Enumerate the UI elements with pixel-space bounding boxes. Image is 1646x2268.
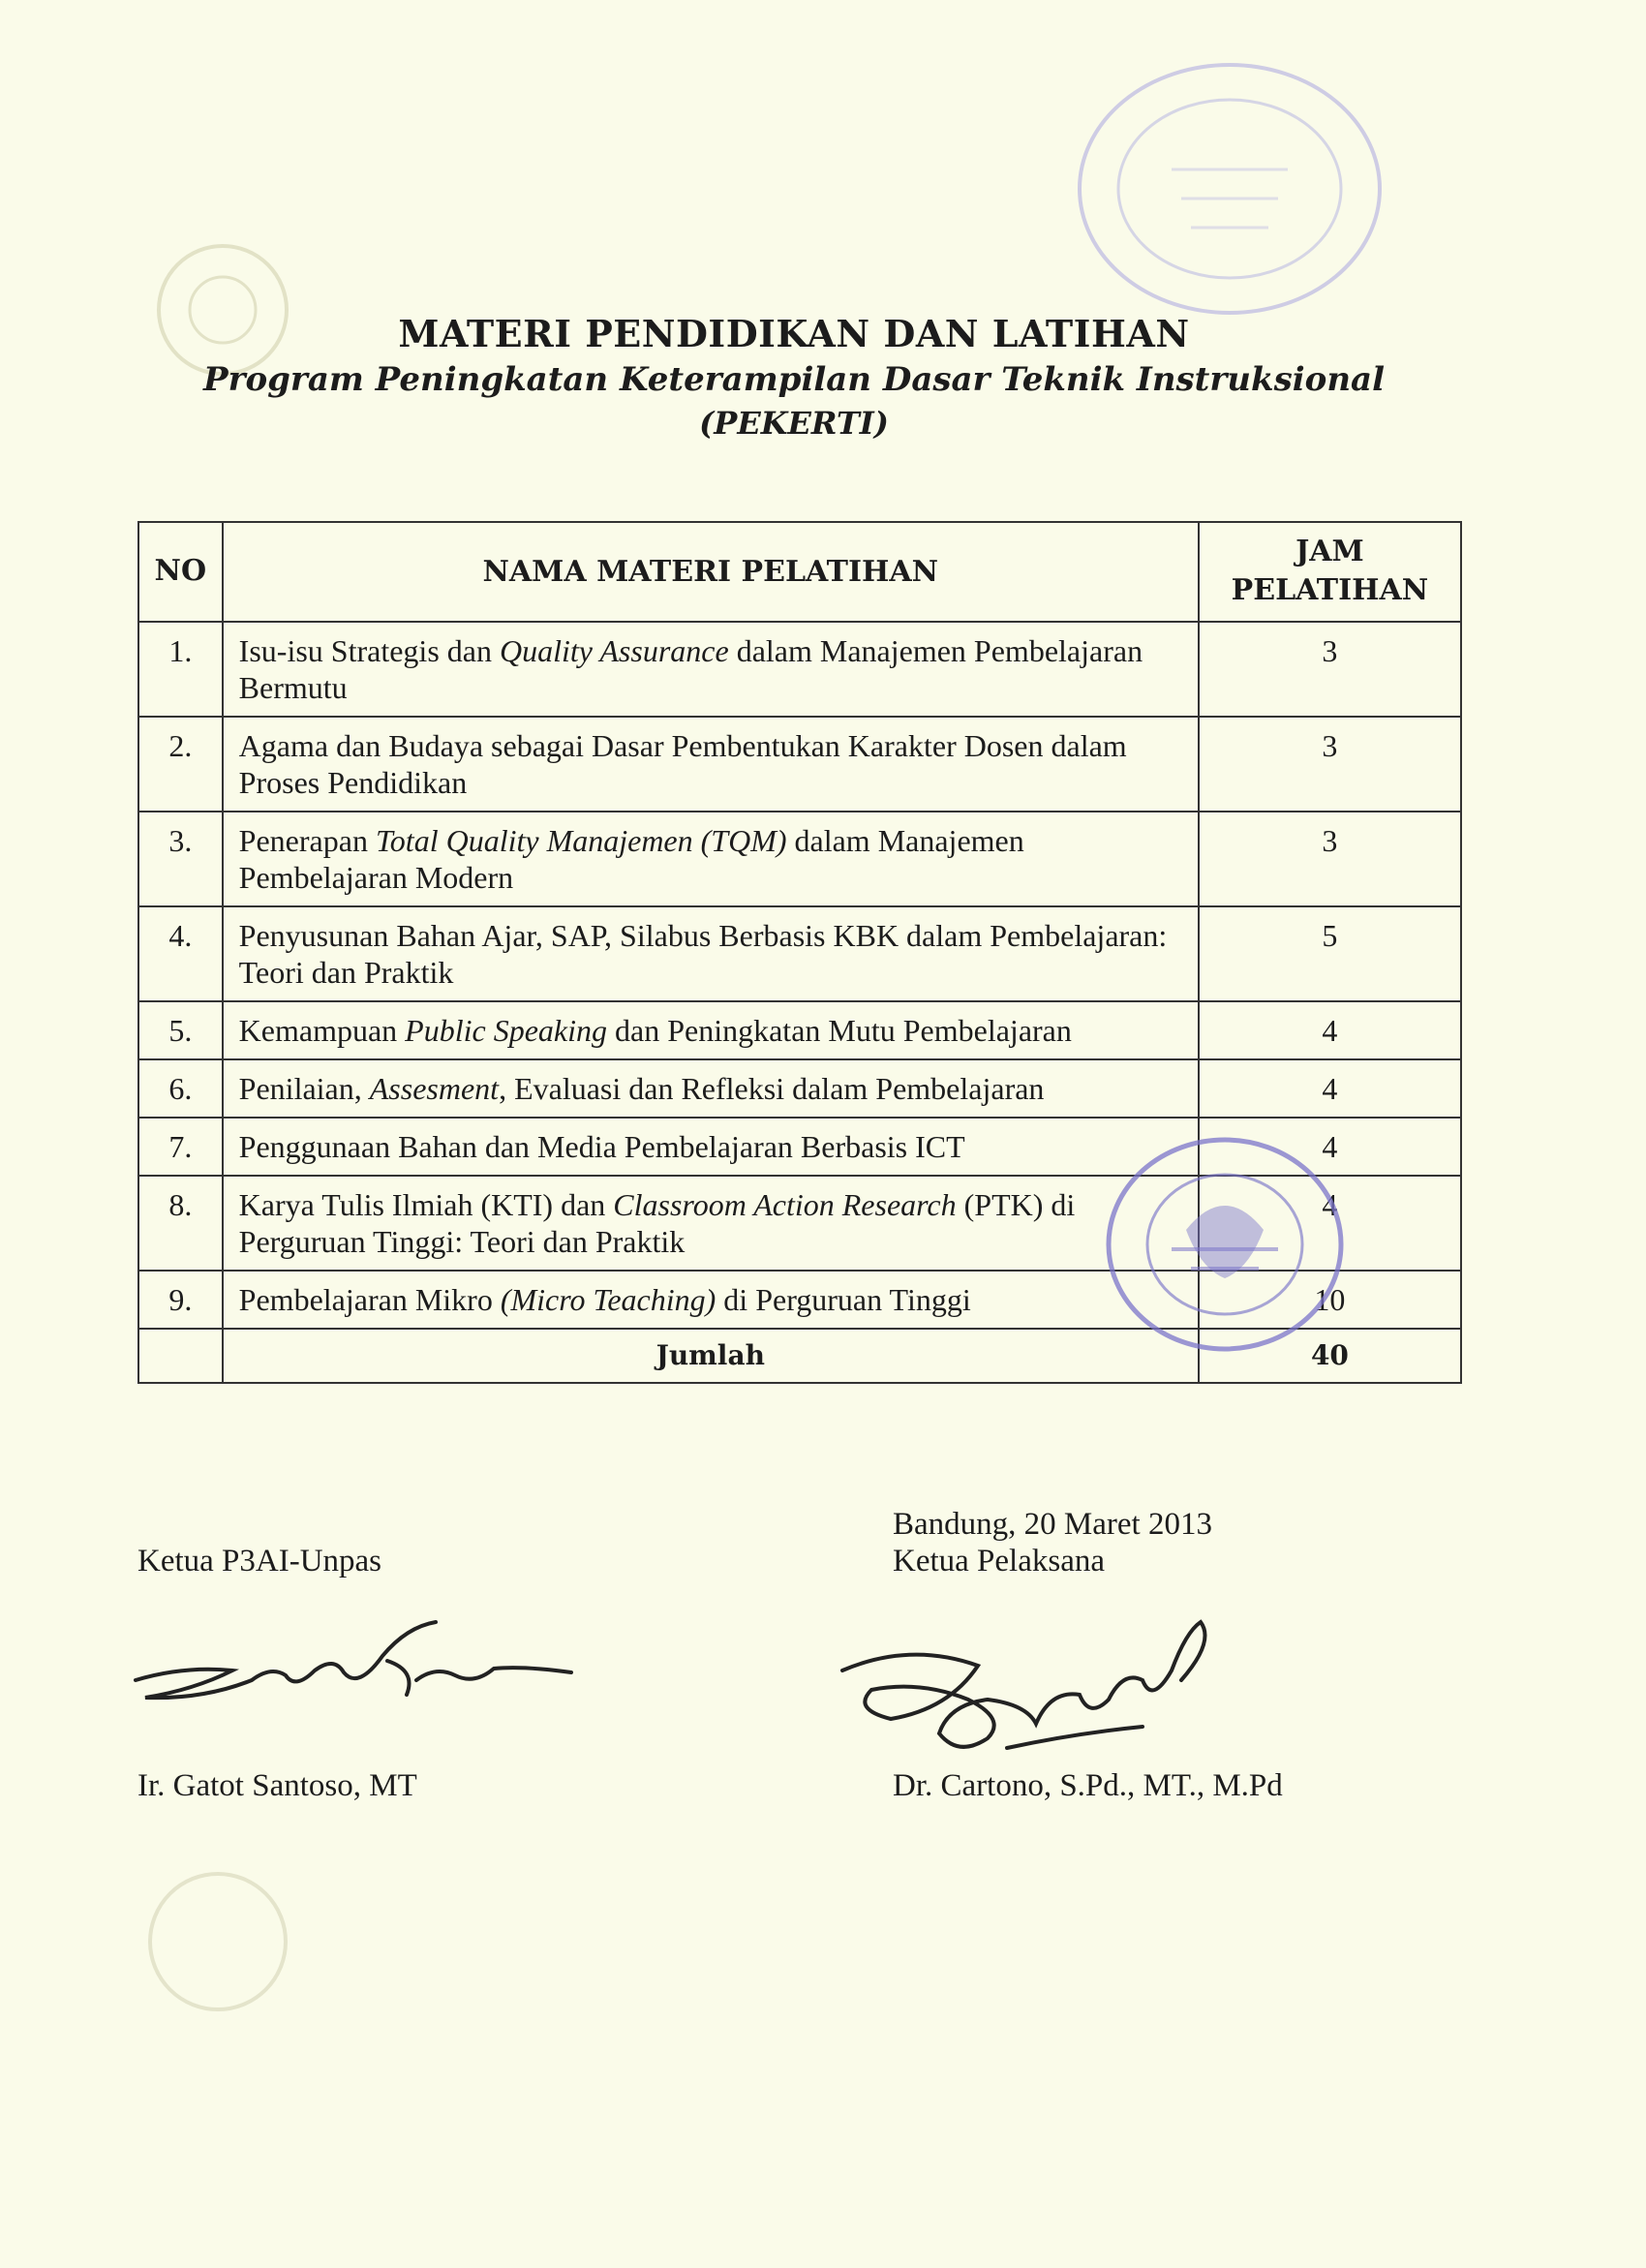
materi-name-part: Kemampuan	[238, 1013, 406, 1048]
header-jam-line1: JAM	[1295, 535, 1364, 568]
materi-name-part: dalam Manajemen Pembelajaran Modern	[238, 823, 1024, 895]
left-signer-name: Ir. Gatot Santoso, MT	[137, 1768, 417, 1803]
row-materi-name	[223, 622, 1199, 717]
table-row	[138, 1001, 1461, 1059]
row-materi-name	[223, 1001, 1199, 1059]
header-name: NAMA MATERI PELATIHAN	[223, 522, 1199, 622]
table-row	[138, 717, 1461, 812]
place-date: Bandung, 20 Maret 2013	[893, 1507, 1212, 1542]
table-row	[138, 906, 1461, 1001]
row-jam: 10	[1199, 1271, 1461, 1329]
header-jam	[1199, 522, 1461, 622]
right-signer-role: Ketua Pelaksana	[893, 1544, 1105, 1578]
materi-name-part: , Evaluasi dan Refleksi dalam Pembelajaran	[499, 1071, 1045, 1106]
row-materi-name	[223, 1271, 1199, 1329]
row-materi-name	[223, 812, 1199, 906]
row-materi-name	[223, 1118, 1199, 1176]
materi-name-part: Isu-isu Strategis dan	[238, 633, 500, 668]
materi-name-part: (Micro Teaching)	[500, 1282, 716, 1317]
left-signature-icon	[126, 1612, 581, 1719]
materi-name-part: Agama dan Budaya sebagai Dasar Pembentukan Karakter Dosen dalam Proses Pendidikan	[238, 728, 1127, 800]
row-number: 4.	[138, 906, 223, 1001]
table-header-row	[138, 522, 1461, 622]
materi-name-part: Pembelajaran Mikro	[238, 1282, 501, 1317]
row-materi-name	[223, 1059, 1199, 1118]
row-number: 2.	[138, 717, 223, 812]
materi-name-part: Penilaian,	[238, 1071, 370, 1106]
materi-name-part: Quality Assurance	[499, 633, 729, 668]
materi-name-part: (PTK) di Perguruan Tinggi: Teori dan Praktik	[238, 1187, 1076, 1259]
materi-name-part: Classroom Action Research	[613, 1187, 957, 1222]
row-number: 9.	[138, 1271, 223, 1329]
document-title: MATERI PENDIDIKAN DAN LATIHAN	[398, 312, 1190, 355]
materi-name-part: Total Quality Manajemen (TQM)	[375, 823, 787, 858]
header-jam-line2: PELATIHAN	[1231, 573, 1429, 607]
document-subtitle: Program Peningkatan Keterampilan Dasar Teknik Instruksional	[203, 360, 1385, 399]
materi-name-part: Public Speaking	[405, 1013, 607, 1048]
row-number: 1.	[138, 622, 223, 717]
materi-name-part: Penggunaan Bahan dan Media Pembelajaran Berbasis ICT	[238, 1129, 965, 1164]
total-label: Jumlah	[223, 1329, 1199, 1383]
row-jam: 5	[1199, 906, 1461, 1001]
right-signature-icon	[833, 1612, 1259, 1777]
table-row	[138, 812, 1461, 906]
row-number: 5.	[138, 1001, 223, 1059]
bottom-faint-emblem-icon	[136, 1859, 300, 2024]
total-empty-cell	[138, 1329, 223, 1383]
row-number: 6.	[138, 1059, 223, 1118]
row-jam: 4	[1199, 1059, 1461, 1118]
materi-name-part: dalam Manajemen Pembelajaran Bermutu	[238, 633, 1143, 705]
institution-stamp-icon	[1094, 1123, 1356, 1365]
row-jam: 3	[1199, 622, 1461, 717]
row-jam: 4	[1199, 1001, 1461, 1059]
row-materi-name	[223, 717, 1199, 812]
row-number: 3.	[138, 812, 223, 906]
left-signer-role: Ketua P3AI-Unpas	[137, 1544, 382, 1578]
row-jam: 3	[1199, 717, 1461, 812]
row-jam: 4	[1199, 1176, 1461, 1271]
materi-name-part: Penerapan	[238, 823, 376, 858]
header-no: NO	[138, 522, 223, 622]
materi-name-part: Assesment	[369, 1071, 500, 1106]
row-number: 7.	[138, 1118, 223, 1176]
materi-name-part: Penyusunan Bahan Ajar, SAP, Silabus Berbasis KBK dalam Pembelajaran: Teori dan Praktik	[238, 918, 1168, 990]
table-row	[138, 1059, 1461, 1118]
materi-name-part: dan Peningkatan Mutu Pembelajaran	[607, 1013, 1072, 1048]
row-materi-name	[223, 906, 1199, 1001]
document-subtitle-abbr: (PEKERTI)	[699, 405, 889, 442]
table-row	[138, 622, 1461, 717]
materi-name-part: di Perguruan Tinggi	[716, 1282, 971, 1317]
total-value: 40	[1199, 1329, 1461, 1383]
row-number: 8.	[138, 1176, 223, 1271]
row-jam: 3	[1199, 812, 1461, 906]
row-jam: 4	[1199, 1118, 1461, 1176]
right-signer-name: Dr. Cartono, S.Pd., MT., M.Pd	[893, 1768, 1283, 1803]
materi-name-part: Karya Tulis Ilmiah (KTI) dan	[238, 1187, 614, 1222]
top-stamp-icon	[1055, 53, 1404, 324]
row-materi-name	[223, 1176, 1199, 1271]
